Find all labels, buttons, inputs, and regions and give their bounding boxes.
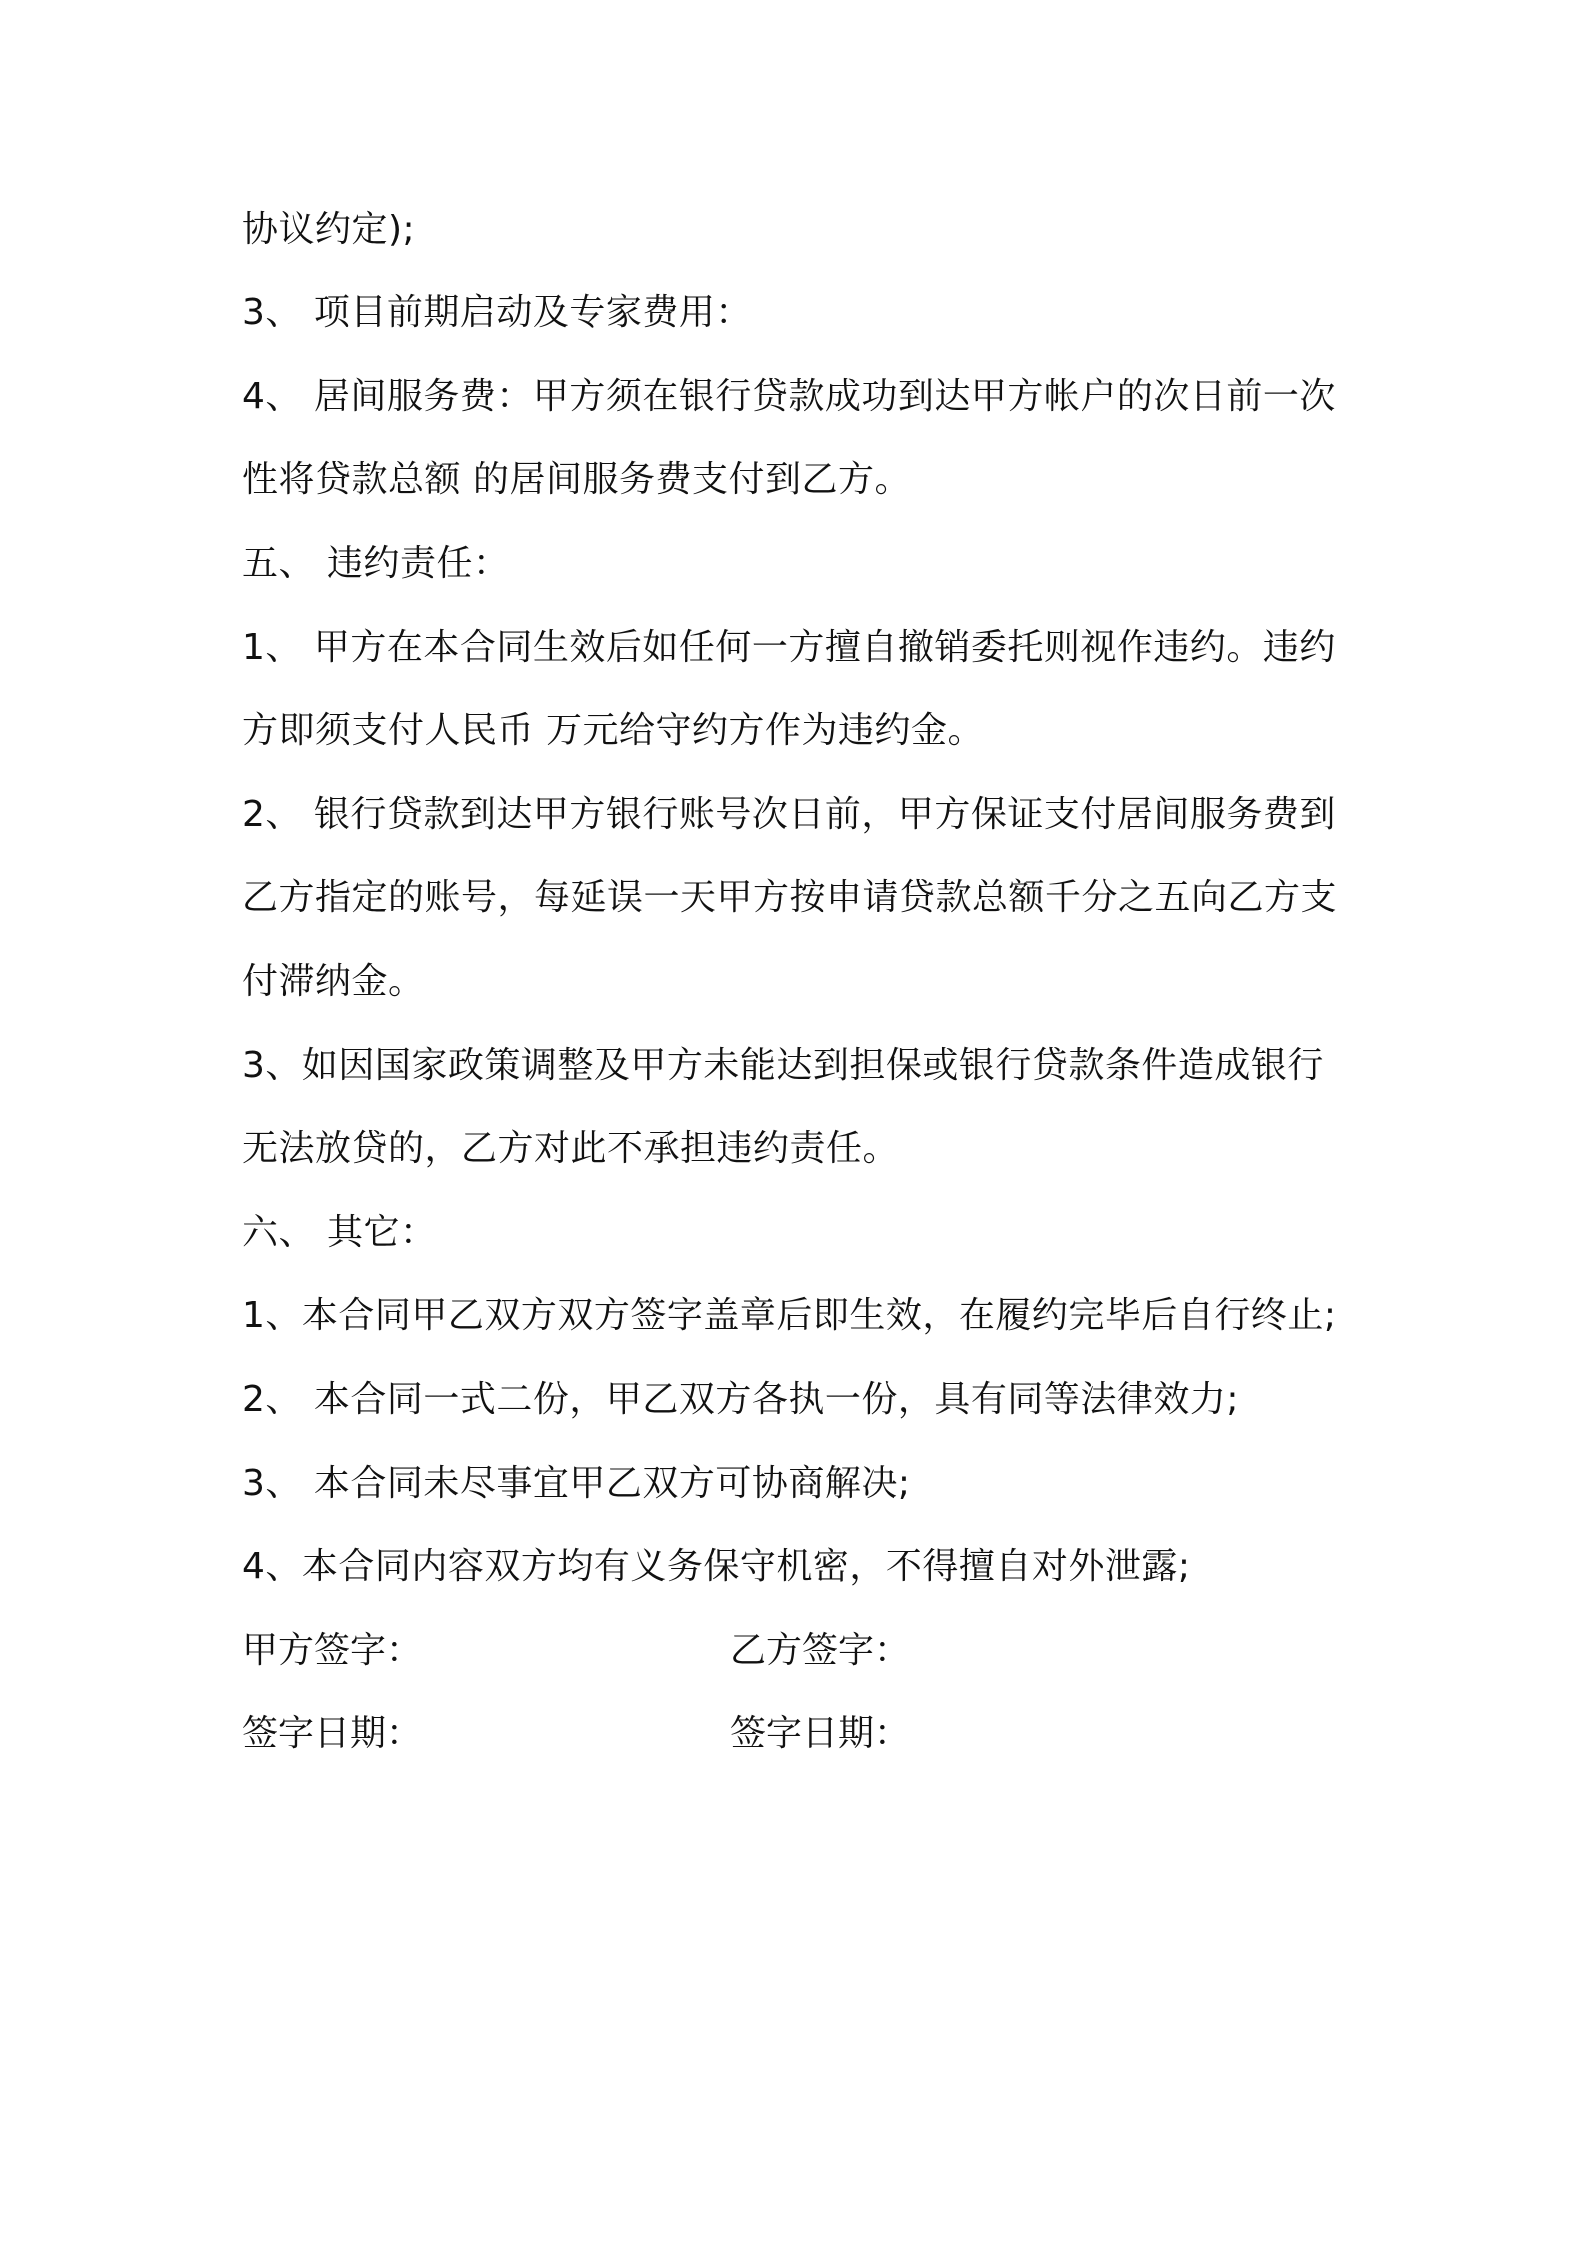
text-line-6: 1、 甲方在本合同生效后如任何一方擅自撤销委托则视作违约。违约 <box>242 627 1336 668</box>
text-line-11: 3、如因国家政策调整及甲方未能达到担保或银行贷款条件造成银行 <box>242 1045 1324 1086</box>
text-line-15: 2、 本合同一式二份，甲乙双方各执一份，具有同等法律效力; <box>242 1379 1239 1420</box>
text-line-17: 4、本合同内容双方均有义务保守机密，不得擅自对外泄露; <box>242 1546 1191 1587</box>
text-line-8: 2、 银行贷款到达甲方银行账号次日前，甲方保证支付居间服务费到 <box>242 794 1336 835</box>
text-line-3: 4、 居间服务费：甲方须在银行贷款成功到达甲方帐户的次日前一次 <box>242 376 1336 417</box>
text-line-16: 3、 本合同未尽事宜甲乙双方可协商解决; <box>242 1463 911 1504</box>
text-line-4: 性将贷款总额 的居间服务费支付到乙方。 <box>242 459 911 500</box>
text-line-12: 无法放贷的，乙方对此不承担违约责任。 <box>242 1128 900 1169</box>
party-a-date-label: 签字日期： <box>242 1713 423 1754</box>
party-b-signature-label: 乙方签字： <box>730 1630 911 1671</box>
text-line-7: 方即须支付人民币 万元给守约方作为违约金。 <box>242 710 984 751</box>
text-line-1: 协议约定); <box>242 209 416 250</box>
text-line-9: 乙方指定的账号，每延误一天甲方按申请贷款总额千分之五向乙方支 <box>242 877 1338 918</box>
text-line-14: 1、本合同甲乙双方双方签字盖章后即生效，在履约完毕后自行终止; <box>242 1295 1337 1336</box>
section-heading-6: 六、 其它： <box>242 1212 437 1253</box>
party-b-date-label: 签字日期： <box>730 1713 911 1754</box>
party-a-signature-label: 甲方签字： <box>242 1630 423 1671</box>
text-line-2: 3、 项目前期启动及专家费用： <box>242 292 752 333</box>
text-line-10: 付滞纳金。 <box>242 961 425 1002</box>
section-heading-5: 五、 违约责任： <box>242 543 510 584</box>
